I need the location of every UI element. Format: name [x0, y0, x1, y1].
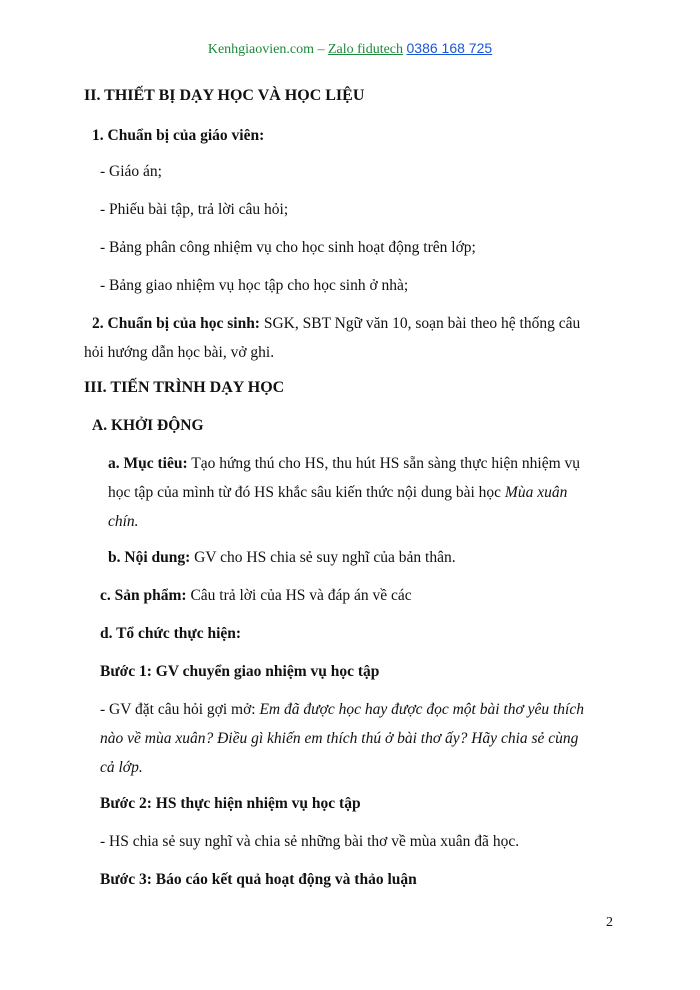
san-pham-label: c. Sản phẩm: [100, 587, 187, 604]
san-pham-text: Câu trả lời của HS và đáp án về các [186, 587, 412, 604]
page-header [0, 40, 700, 58]
student-prep-line-1 [92, 314, 580, 334]
buoc-1-question: Em đã được học hay được đọc một bài thơ yêu thích [259, 701, 584, 718]
student-text: SGK, SBT Ngữ văn 10, soạn bài theo hệ thống câu [259, 315, 581, 332]
san-pham-line [100, 586, 412, 606]
zalo-link[interactable]: Zalo fidutech [327, 42, 404, 57]
buoc-2-text: - HS chia sẻ suy nghĩ và chia sẻ những bài thơ về mùa xuân đã học. [100, 833, 520, 850]
buoc-2-heading: Bước 2: HS thực hiện nhiệm vụ học tập [100, 795, 361, 812]
teacher-item: - Phiếu bài tập, trả lời câu hỏi; [100, 201, 289, 218]
buoc-1-heading: Bước 1: GV chuyển giao nhiệm vụ học tập [100, 663, 380, 680]
header-separator: – [313, 42, 328, 57]
noi-dung-line [108, 548, 456, 568]
buoc-1-line-2: nào về mùa xuân? Điều gì khiến em thích thú ở bài thơ ấy? Hãy chia sẻ cùng [100, 730, 579, 747]
muc-tieu-text: học tập của mình từ đó HS khắc sâu kiến thức nội dung bài học [108, 484, 505, 501]
lesson-title: Mùa xuân [504, 484, 568, 501]
muc-tieu-line-1 [108, 454, 580, 474]
teacher-item: - Giáo án; [100, 163, 162, 180]
page-number: 2 [606, 915, 613, 930]
muc-tieu-text: Tạo hứng thú cho HS, thu hút HS sẵn sàng thực hiện nhiệm vụ [187, 455, 580, 472]
teacher-item: - Bảng giao nhiệm vụ học tập cho học sinh ở nhà; [100, 277, 409, 294]
muc-tieu-line-3: chín. [108, 513, 139, 530]
student-heading: 2. Chuẩn bị của học sinh: [92, 315, 260, 332]
noi-dung-label: b. Nội dung: [108, 549, 191, 566]
teacher-heading: 1. Chuẩn bị của giáo viên: [92, 127, 265, 144]
phone-link[interactable]: 0386 168 725 [406, 40, 493, 56]
khoi-dong-title: A. KHỞI ĐỘNG [92, 417, 204, 434]
site-name: Kenhgiaovien.com [207, 42, 314, 57]
section-3-title: III. TIẾN TRÌNH DẠY HỌC [84, 379, 285, 396]
noi-dung-text: GV cho HS chia sẻ suy nghĩ của bản thân. [190, 549, 456, 566]
teacher-item: - Bảng phân công nhiệm vụ cho học sinh hoạt động trên lớp; [100, 239, 476, 256]
student-prep-line-2: hỏi hướng dẫn học bài, vở ghi. [84, 344, 275, 361]
to-chuc-heading: d. Tổ chức thực hiện: [100, 625, 242, 642]
section-2-title: II. THIẾT BỊ DẠY HỌC VÀ HỌC LIỆU [84, 87, 365, 104]
muc-tieu-line-2 [108, 483, 567, 503]
muc-tieu-label: a. Mục tiêu: [108, 455, 188, 472]
buoc-1-line-3: cả lớp. [100, 759, 143, 776]
buoc-1-text: - GV đặt câu hỏi gợi mở: [100, 701, 260, 718]
buoc-1-line-1 [100, 700, 584, 720]
buoc-3-heading: Bước 3: Báo cáo kết quả hoạt động và thảo luận [100, 871, 417, 888]
